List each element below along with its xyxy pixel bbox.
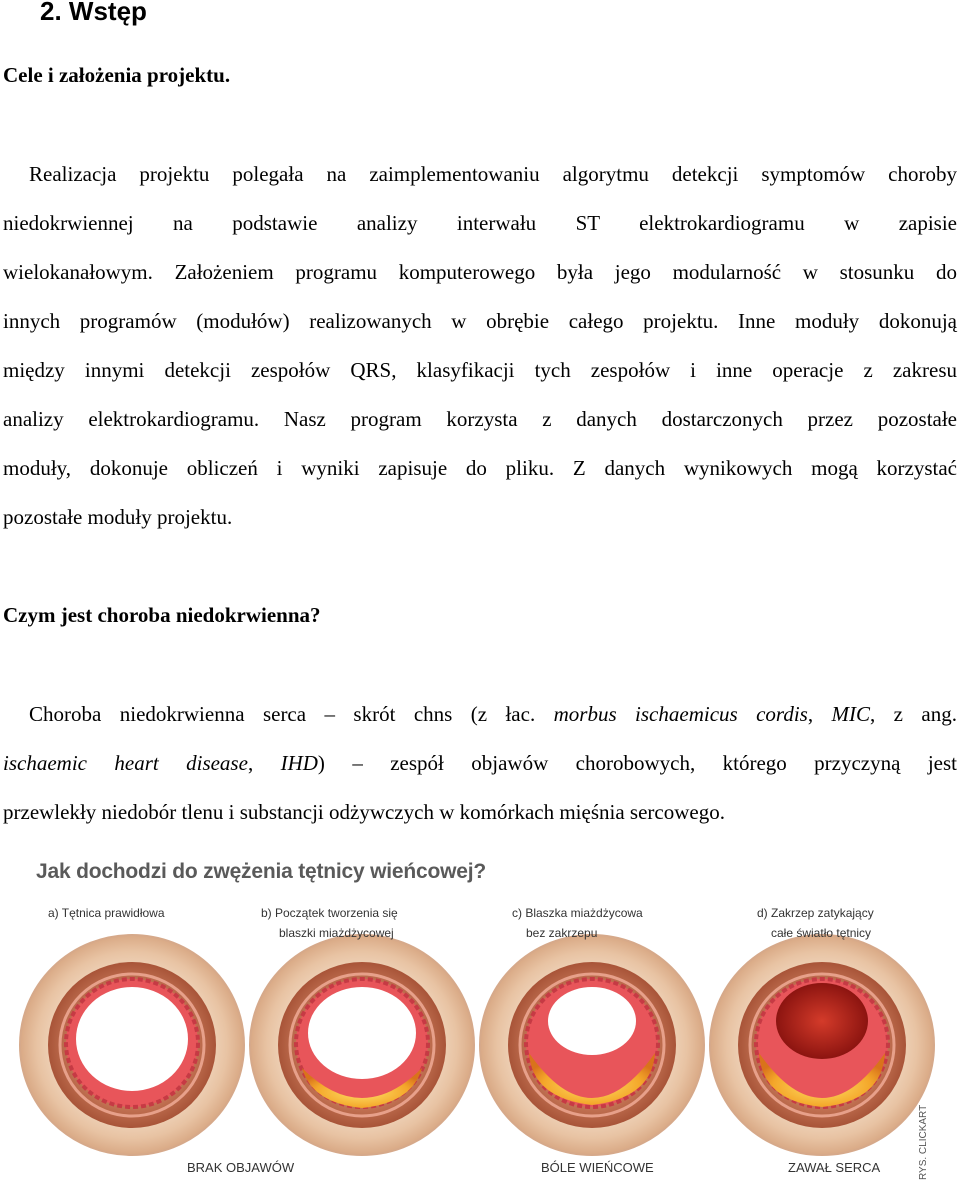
panel-label-a: a) Tętnica prawidłowa [48, 906, 165, 920]
paragraph-line: ischaemic heart disease, IHD) – zespół objawów chorobowych, którego przyczyną jest [3, 751, 958, 775]
figure-title: Jak dochodzi do zwężenia tętnicy wieńcowej? [36, 860, 486, 883]
paragraph-project [3, 150, 957, 542]
paragraph-line: wielokanałowym. Założeniem programu komputerowego była jego modularność w stosunku do [3, 260, 957, 284]
paragraph-line: niedokrwiennej na podstawie analizy interwału ST elektrokardiogramu w zapisie [3, 211, 957, 235]
paragraph-line: przewlekły niedobór tlenu i substancji odżywczych w komórkach mięśnia sercowego. [3, 800, 725, 824]
paragraph-line: Choroba niedokrwienna serca – skrót chns (z łac. morbus ischaemicus cordis, MIC, z ang. [29, 702, 957, 726]
outcome-label-angina: BÓLE WIEŃCOWE [541, 1160, 654, 1175]
artery-early-plaque [250, 935, 474, 1155]
panel-label-c: c) Blaszka miażdżycowa bez zakrzepu [512, 906, 643, 940]
paragraph-line: pozostałe moduły projektu. [3, 505, 233, 529]
paragraph-line: moduły, dokonuje obliczeń i wyniki zapisuje do pliku. Z danych wynikowych mogą korzystać [3, 456, 957, 480]
paragraph-line: Realizacja projektu polegała na zaimplementowaniu algorytmu detekcji symptomów choroby [29, 162, 957, 186]
artery-normal [20, 935, 244, 1155]
subheading-disease: Czym jest choroba niedokrwienna? [3, 603, 321, 627]
section-heading: 2. Wstęp [40, 0, 147, 26]
figure-credit: RYS. CLICKART [918, 1104, 929, 1180]
artery-clot [710, 935, 934, 1155]
panel-label-b: b) Początek tworzenia się blaszki miażdżycowej [261, 906, 398, 940]
artery-plaque [480, 935, 704, 1155]
outcome-label-infarction: ZAWAŁ SERCA [788, 1160, 881, 1175]
outcome-label-no-symptoms: BRAK OBJAWÓW [187, 1160, 295, 1175]
paragraph-line: analizy elektrokardiogramu. Nasz program korzysta z danych dostarczonych przez pozostałe [3, 407, 957, 431]
paragraph-line: innych programów (modułów) realizowanych w obrębie całego projektu. Inne moduły dokonują [3, 309, 957, 333]
paragraph-line: między innymi detekcji zespołów QRS, klasyfikacji tych zespołów i inne operacje z zakresu [3, 358, 957, 382]
paragraph-disease [3, 690, 957, 837]
panel-label-d: d) Zakrzep zatykający całe światło tętnicy [757, 906, 874, 940]
subheading-goals: Cele i założenia projektu. [3, 63, 231, 87]
